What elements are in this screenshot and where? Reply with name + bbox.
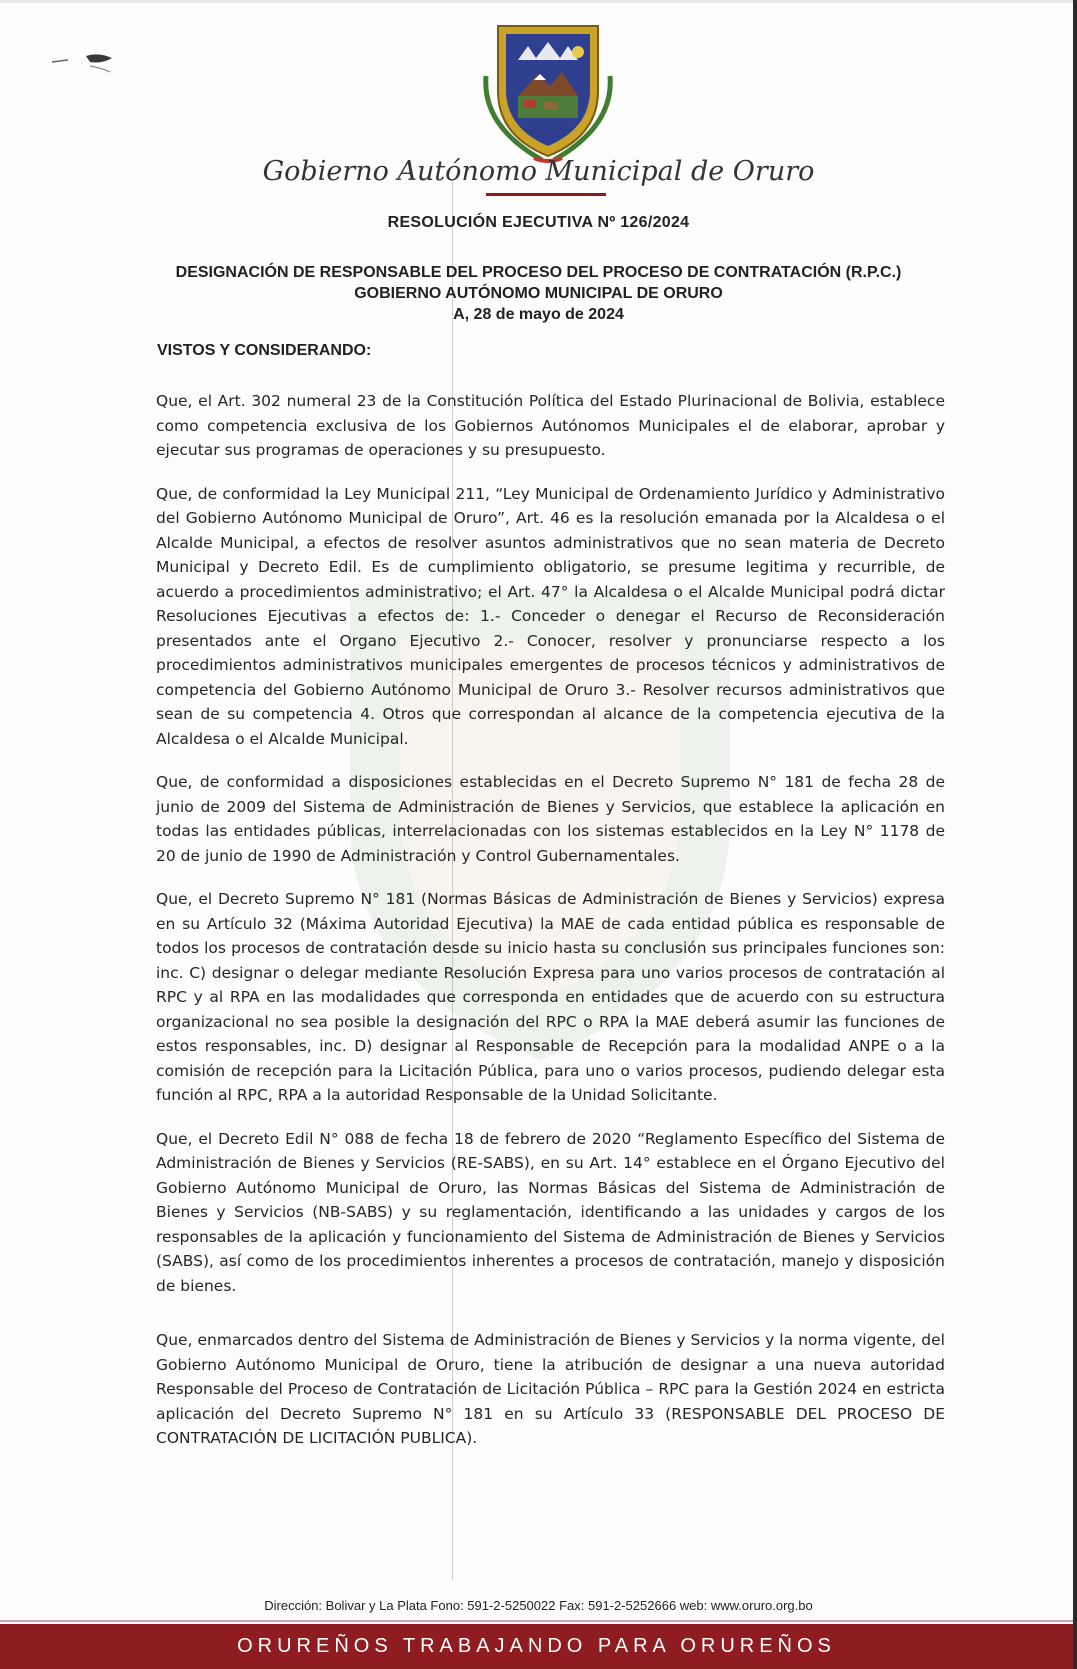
heading-line: GOBIERNO AUTÓNOMO MUNICIPAL DE ORURO	[354, 285, 723, 302]
institution-letterhead: Gobierno Autónomo Municipal de Oruro	[262, 156, 815, 187]
municipal-crest-icon	[478, 16, 618, 166]
heading-line: DESIGNACIÓN DE RESPONSABLE DEL PROCESO DEL PROCESO DE CONTRATACIÓN (R.P.C.)	[175, 264, 902, 281]
scan-right-edge	[1073, 0, 1077, 1669]
scan-top-edge	[0, 0, 1077, 3]
scan-mark	[50, 48, 130, 78]
footer-band-rule	[0, 1620, 1073, 1622]
paragraph: Que, de conformidad a disposiciones establecidas en el Decreto Supremo N° 181 de fecha 28 de junio de 2009 del Sistema de Administración de Bienes y Servicios, que establece la aplicación en todas las entidades públicas, interrelacionadas con los sistemas establecidos en la Ley N° 1178 de 20 de junio de 1990 de Administración y Control Gubernamentales.	[156, 773, 945, 865]
resolution-title: RESOLUCIÓN EJECUTIVA Nº 126/2024	[387, 214, 690, 231]
footer-slogan-band	[0, 1624, 1073, 1669]
heading-date: A, 28 de mayo de 2024	[453, 306, 624, 323]
document-heading	[0, 262, 1077, 325]
footer-slogan: ORUREÑOS TRABAJANDO PARA ORUREÑOS	[237, 1635, 836, 1657]
letterhead-underline	[486, 193, 606, 196]
section-title: VISTOS Y CONSIDERANDO:	[157, 342, 372, 359]
paragraph: Que, enmarcados dentro del Sistema de Administración de Bienes y Servicios y la norma vigente, del Gobierno Autónomo Municipal de Oruro, tiene la atribución de designar a una nueva autoridad Responsable del Proceso de Contratación de Licitación Pública – RPC para la Gestión 2024 en estricta aplicación del Decreto Supremo N° 181 en su Artículo 33 (RESPONSABLE DEL PROCESO DE CONTRATACIÓN DE LICITACIÓN PUBLICA).	[156, 1331, 945, 1447]
paragraph: Que, de conformidad la Ley Municipal 211, “Ley Municipal de Ordenamiento Jurídico y Administrativo del Gobierno Autónomo Municipal de Oruro”, Art. 46 es la resolución emanada por la Alcaldesa o el Alcalde Municipal, a efectos de resolver asuntos administrativos que no sean materia de Decreto Municipal y Decreto Edil. Es de cumplimiento obligatorio, se presume legitima y recurrible, de acuerdo a procedimientos administrativo; el Art. 47° la Alcaldesa o el Alcalde Municipal podrá dictar Resoluciones Ejecutivas a efectos de: 1.- Conceder o denegar el Recurso de Reconsideración presentados ante el Organo Ejecutivo 2.- Conocer, resolver y pronunciarse respecto a los procedimientos administrativos municipales emergentes de procesos técnicos y administrativos de competencia del Gobierno Autónomo Municipal de Oruro 3.- Resolver recursos administrativos que sean de su competencia 4. Otros que correspondan al alcance de la competencia ejecutiva de la Alcaldesa o el Alcalde Municipal.	[156, 484, 945, 748]
document-body	[156, 389, 945, 1470]
paragraph: Que, el Decreto Edil N° 088 de fecha 18 de febrero de 2020 “Reglamento Específico del Sistema de Administración de Bienes y Servicios (RE-SABS), en su Art. 14° establece en el Órgano Ejecutivo del Gobierno Autónomo Municipal de Oruro, las Normas Básicas del Sistema de Administración de Bienes y Servicios (NB-SABS) y su reglamentación, identificando a las unidades y cargos de los responsables de la aplicación y funcionamiento del Sistema de Administración de Bienes y Servicios (SABS), así como de los procedimientos inherentes a procesos de contratación, manejo y disposición de bienes.	[156, 1129, 945, 1295]
footer-address: Dirección: Bolivar y La Plata Fono: 591-2-5250022 Fax: 591-2-5252666 web: www.oruro.org.bo	[264, 1598, 813, 1613]
paragraph: Que, el Decreto Supremo N° 181 (Normas Básicas de Administración de Bienes y Servicios) expresa en su Artículo 32 (Máxima Autoridad Ejecutiva) la MAE de cada entidad pública es responsable de todos los procesos de contratación desde su inicio hasta su conclusión sus principales funciones son: inc. C) designar o delegar mediante Resolución Expresa para uno varios procesos de contratación al RPC y al RPA en las modalidades que corresponda en entidades que de acuerdo con su estructura organizacional no sea posible la designación del RPC o RPA la MAE deberá asumir las funciones de estos responsables, inc. D) designar al Responsable de Recepción para la modalidad ANPE o a la comisión de recepción para la Licitación Pública, para uno o varios procesos, pudiendo delegar esta función al RPC, RPA a la autoridad Responsable de la Unidad Solicitante.	[156, 890, 945, 1104]
paragraph: Que, el Art. 302 numeral 23 de la Constitución Política del Estado Plurinacional de Bolivia, establece como competencia exclusiva de los Gobiernos Autónomos Municipales el de elaborar, aprobar y ejecutar sus programas de operaciones y su presupuesto.	[156, 392, 945, 459]
